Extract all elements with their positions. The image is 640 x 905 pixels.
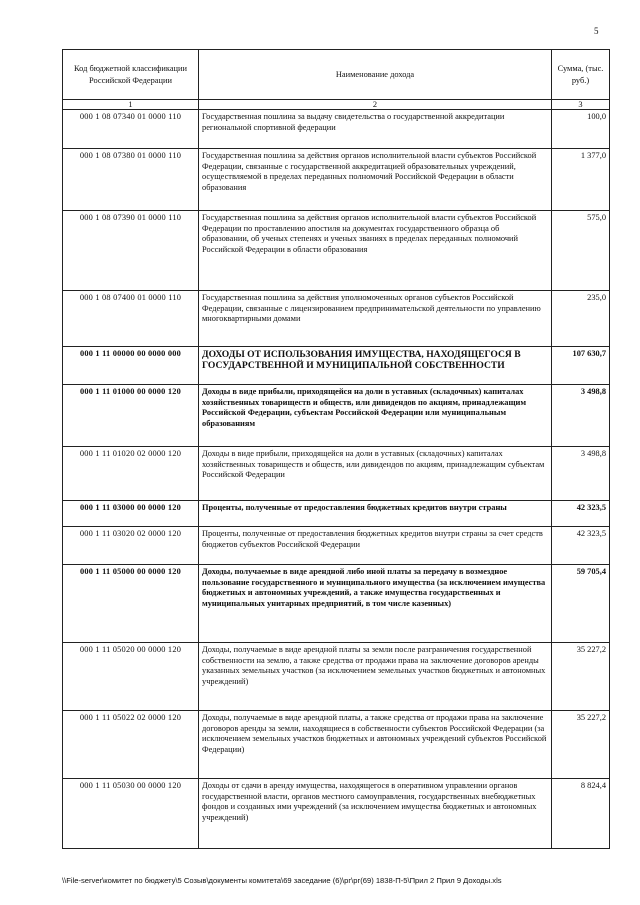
row-amount: 59 705,4 xyxy=(552,565,610,643)
header-name: Наименование дохода xyxy=(199,50,552,100)
table-row xyxy=(63,565,610,643)
row-code: 000 1 08 07400 01 0000 110 xyxy=(63,291,199,347)
column-number-row xyxy=(63,100,610,110)
table-row xyxy=(63,711,610,779)
row-name: Доходы, получаемые в виде арендной либо иной платы за передачу в возмездное пользование государственного и муниципального имущества (за исключением имущества бюджетных и автономных учреждений, а также имущества государственных и муниципальных унитарных предприятий, в том числе казенных) xyxy=(199,565,552,643)
row-code: 000 1 11 05022 02 0000 120 xyxy=(63,711,199,779)
row-amount: 575,0 xyxy=(552,211,610,291)
row-code: 000 1 08 07340 01 0000 110 xyxy=(63,110,199,149)
row-code: 000 1 11 03000 00 0000 120 xyxy=(63,501,199,527)
row-name: Государственная пошлина за действия органов исполнительной власти субъектов Российской Федерации по проставлению апостиля на документах государственного образца об образовании, об ученых степенях и ученых званиях в пределах переданных полномочий Российской Федерации в области образования xyxy=(199,211,552,291)
row-name: Государственная пошлина за действия уполномоченных органов субъектов Российской Федерации, связанные с лицензированием предпринимательской деятельности по управлению многоквартирными домами xyxy=(199,291,552,347)
row-amount: 42 323,5 xyxy=(552,527,610,565)
table-row xyxy=(63,501,610,527)
row-code: 000 1 11 05020 00 0000 120 xyxy=(63,643,199,711)
row-code: 000 1 11 01020 02 0000 120 xyxy=(63,447,199,501)
column-number: 2 xyxy=(199,100,552,110)
revenue-table xyxy=(62,49,610,849)
table-row xyxy=(63,347,610,385)
table-row xyxy=(63,149,610,211)
file-path-footer: \\File-server\комитет по бюджету\5 Созыв\документы комитета\69 заседание (6)\рг\рг(69) 1838-П-5\Прил 2 Прил 9 Доходы.xls xyxy=(62,876,502,885)
row-code: 000 1 11 00000 00 0000 000 xyxy=(63,347,199,385)
page-number: 5 xyxy=(594,26,599,36)
row-name: Проценты, полученные от предоставления бюджетных кредитов внутри страны xyxy=(199,501,552,527)
column-number: 1 xyxy=(63,100,199,110)
row-code: 000 1 08 07380 01 0000 110 xyxy=(63,149,199,211)
row-amount: 3 498,8 xyxy=(552,447,610,501)
header-sum: Сумма, (тыс. руб.) xyxy=(552,50,610,100)
row-name: Доходы, получаемые в виде арендной платы за земли после разграничения государственной собственности на землю, а также средства от продажи права на заключение договоров аренды указанных земельных участков (за исключением земельных участков бюджетных и автономных учреждений) xyxy=(199,643,552,711)
row-name: Доходы от сдачи в аренду имущества, находящегося в оперативном управлении органов государственной власти, органов местного самоуправления, государственных внебюджетных фондов и созданных ими учреждений (за исключением имущества бюджетных и автономных учреждений) xyxy=(199,779,552,849)
row-code: 000 1 11 01000 00 0000 120 xyxy=(63,385,199,447)
row-name: Доходы в виде прибыли, приходящейся на доли в уставных (складочных) капиталах хозяйственных товариществ и обществ, или дивидендов по акциям, принадлежащим Российской Федерации, субъектам Российской Федерации или муниципальным образованиям xyxy=(199,385,552,447)
row-name: Доходы в виде прибыли, приходящейся на доли в уставных (складочных) капиталах хозяйственных товариществ и обществ, или дивидендов по акциям, принадлежащим субъектам Российской Федерации xyxy=(199,447,552,501)
revenue-table-container xyxy=(62,49,609,849)
row-amount: 42 323,5 xyxy=(552,501,610,527)
row-code: 000 1 11 05000 00 0000 120 xyxy=(63,565,199,643)
table-row xyxy=(63,447,610,501)
row-name: Государственная пошлина за действия органов исполнительной власти субъектов Российской Федерации, связанные с государственной аккредитацией образовательных учреждений, осуществляемой в пределах переданных полномочий Российской Федерации в области образования xyxy=(199,149,552,211)
row-name: Государственная пошлина за выдачу свидетельства о государственной аккредитации региональной спортивной федерации xyxy=(199,110,552,149)
row-amount: 3 498,8 xyxy=(552,385,610,447)
header-code: Код бюджетной классификации Российской Федерации xyxy=(63,50,199,100)
row-amount: 100,0 xyxy=(552,110,610,149)
row-code: 000 1 11 03020 02 0000 120 xyxy=(63,527,199,565)
column-number: 3 xyxy=(552,100,610,110)
row-code: 000 1 08 07390 01 0000 110 xyxy=(63,211,199,291)
row-name: ДОХОДЫ ОТ ИСПОЛЬЗОВАНИЯ ИМУЩЕСТВА, НАХОДЯЩЕГОСЯ В ГОСУДАРСТВЕННОЙ И МУНИЦИПАЛЬНОЙ СОБСТВЕННОСТИ xyxy=(199,347,552,385)
table-row xyxy=(63,779,610,849)
table-row xyxy=(63,527,610,565)
row-amount: 35 227,2 xyxy=(552,643,610,711)
row-amount: 107 630,7 xyxy=(552,347,610,385)
table-row xyxy=(63,211,610,291)
row-name: Проценты, полученные от предоставления бюджетных кредитов внутри страны за счет средств бюджетов субъектов Российской Федерации xyxy=(199,527,552,565)
table-row xyxy=(63,643,610,711)
table-row xyxy=(63,291,610,347)
row-amount: 8 824,4 xyxy=(552,779,610,849)
row-amount: 35 227,2 xyxy=(552,711,610,779)
header-row xyxy=(63,50,610,100)
row-code: 000 1 11 05030 00 0000 120 xyxy=(63,779,199,849)
row-amount: 235,0 xyxy=(552,291,610,347)
table-row xyxy=(63,110,610,149)
table-row xyxy=(63,385,610,447)
row-amount: 1 377,0 xyxy=(552,149,610,211)
row-name: Доходы, получаемые в виде арендной платы, а также средства от продажи права на заключение договоров аренды за земли, находящиеся в собственности субъектов Российской Федерации (за исключением земельных участков бюджетных и автономных учреждений субъектов Российской Федерации) xyxy=(199,711,552,779)
